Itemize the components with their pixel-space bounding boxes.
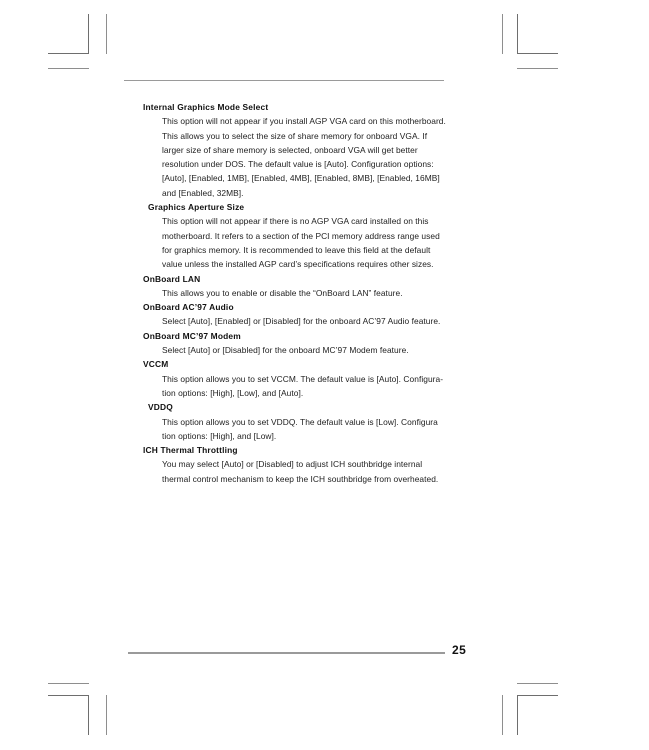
crop-mark-arm-horizontal <box>48 53 89 54</box>
setting-section <box>0 200 649 271</box>
setting-section <box>0 329 649 358</box>
setting-heading: OnBoard LAN <box>143 273 201 284</box>
crop-mark-arm-horizontal <box>517 53 558 54</box>
setting-description-line: This allows you to select the size of share memory for onboard VGA. If <box>162 130 428 141</box>
crop-mark-arm-vertical <box>517 14 518 54</box>
setting-section <box>0 400 649 443</box>
crop-mark-arm-vertical <box>517 695 518 735</box>
crop-mark-bottom-left <box>44 682 128 744</box>
setting-description-line: This option will not appear if you install AGP VGA card on this motherboard. <box>162 116 446 127</box>
crop-mark-bar-horizontal <box>48 683 89 684</box>
setting-description-line: tion options: [High], and [Low]. <box>162 430 277 441</box>
setting-description-line: This allows you to enable or disable the “OnBoard LAN” feature. <box>162 287 403 298</box>
setting-description-line: thermal control mechanism to keep the ICH southbridge from overheated. <box>162 473 439 484</box>
crop-mark-bottom-right <box>502 682 592 744</box>
setting-section <box>0 443 649 486</box>
footer-rule <box>128 652 445 654</box>
crop-mark-arm-vertical <box>88 14 89 54</box>
setting-description-line: tion options: [High], [Low], and [Auto]. <box>162 387 304 398</box>
setting-description-line: Select [Auto] or [Disabled] for the onboard MC’97 Modem feature. <box>162 345 409 356</box>
setting-description-line: This option will not appear if there is no AGP VGA card installed on this <box>162 216 429 227</box>
setting-description-line: resolution under DOS. The default value is [Auto]. Configuration options: <box>162 159 434 170</box>
crop-mark-bar-horizontal <box>48 68 89 69</box>
setting-heading: VDDQ <box>148 402 173 413</box>
setting-heading: Internal Graphics Mode Select <box>143 102 269 112</box>
document-body <box>0 100 649 486</box>
crop-mark-top-right <box>502 14 592 76</box>
setting-description-line: motherboard. It refers to a section of the PCI memory address range used <box>162 230 440 241</box>
crop-mark-arm-horizontal <box>48 695 89 696</box>
setting-description-line: larger size of share memory is selected, onboard VGA will get better <box>162 144 418 155</box>
setting-section <box>0 300 649 329</box>
crop-mark-arm-vertical <box>88 695 89 735</box>
crop-mark-bar-vertical <box>106 695 107 735</box>
setting-section <box>0 100 649 200</box>
setting-description-line: [Auto], [Enabled, 1MB], [Enabled, 4MB], [Enabled, 8MB], [Enabled, 16MB] <box>162 173 440 184</box>
setting-section <box>0 272 649 301</box>
setting-description-line: You may select [Auto] or [Disabled] to adjust ICH southbridge internal <box>162 459 423 470</box>
crop-mark-bar-vertical <box>502 14 503 54</box>
setting-description-line: This option allows you to set VCCM. The default value is [Auto]. Configura- <box>162 373 444 384</box>
crop-mark-bar-vertical <box>106 14 107 54</box>
header-rule <box>124 80 444 81</box>
crop-mark-bar-vertical <box>502 695 503 735</box>
crop-mark-bar-horizontal <box>517 68 558 69</box>
setting-description-line: This option allows you to set VDDQ. The default value is [Low]. Configura <box>162 416 438 427</box>
setting-heading: ICH Thermal Throttling <box>143 445 238 456</box>
setting-heading: VCCM <box>143 359 169 370</box>
setting-section <box>0 357 649 400</box>
setting-description-line: Select [Auto], [Enabled] or [Disabled] for the onboard AC’97 Audio feature. <box>162 316 441 327</box>
setting-heading: OnBoard AC’97 Audio <box>143 302 234 313</box>
setting-description-line: for graphics memory. It is recommended to leave this field at the default <box>162 244 431 255</box>
setting-description-line: value unless the installed AGP card’s specifications requires other sizes. <box>162 259 434 270</box>
setting-heading: OnBoard MC’97 Modem <box>143 330 241 341</box>
page-number: 25 <box>452 643 467 657</box>
crop-mark-arm-horizontal <box>517 695 558 696</box>
crop-mark-top-left <box>44 14 128 76</box>
setting-description-line: and [Enabled, 32MB]. <box>162 187 244 198</box>
crop-mark-bar-horizontal <box>517 683 558 684</box>
setting-heading: Graphics Aperture Size <box>148 202 245 213</box>
